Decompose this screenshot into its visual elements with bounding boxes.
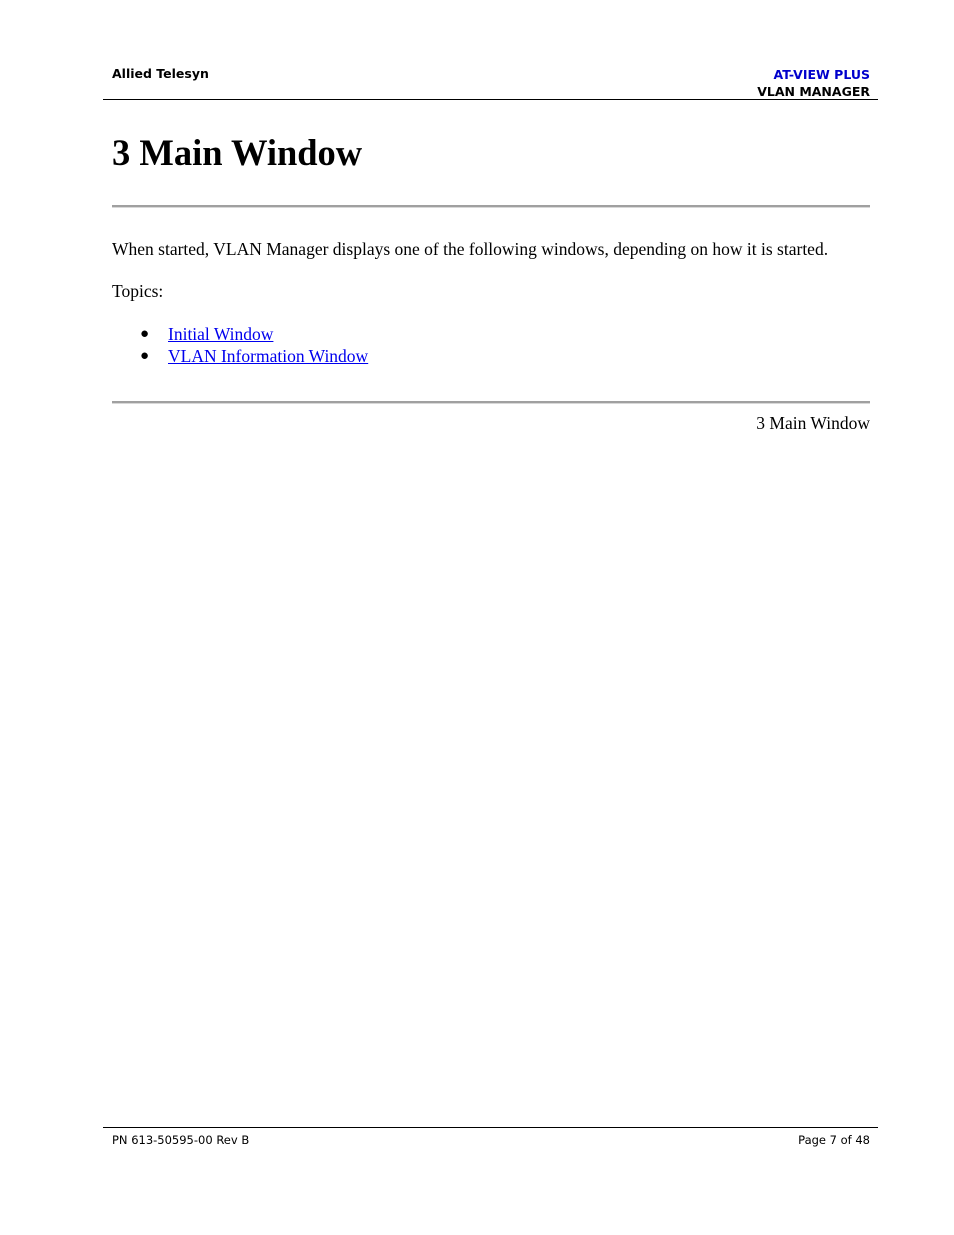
list-item [112,345,870,367]
top-divider [112,205,870,208]
topics-label: Topics: [112,281,164,301]
page-footer [103,1127,878,1158]
vlan-information-window-link[interactable]: VLAN Information Window [168,346,369,366]
section-footer-title: 3 Main Window [756,413,870,433]
company-name: Allied Telesyn [112,66,209,81]
intro-paragraph: When started, VLAN Manager displays one of the following windows, depending on how it is started. [112,239,829,259]
module-name: VLAN MANAGER [757,84,870,99]
topic-list [112,323,870,367]
product-name: AT-VIEW PLUS [773,67,870,82]
bullet-icon: ● [140,348,150,364]
header-product-block [757,66,870,100]
initial-window-link[interactable]: Initial Window [168,324,274,344]
page-title: 3 Main Window [112,132,363,173]
list-item [112,323,870,345]
bullet-icon: ● [140,326,150,342]
page-number: Page 7 of 48 [798,1133,870,1147]
part-number: PN 613-50595-00 Rev B [112,1133,250,1147]
bottom-divider [112,401,870,404]
main-content [112,120,870,434]
page-header [103,62,878,100]
